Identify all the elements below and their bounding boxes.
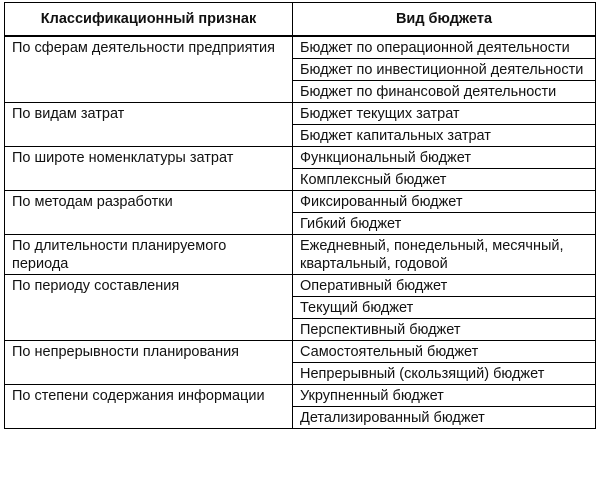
table-row: [5, 191, 596, 213]
budget-type-cell: Непрерывный (скользящий) бюджет: [293, 363, 596, 385]
criterion-cell: По методам разработки: [5, 191, 293, 235]
criterion-cell: По степени содержания информации: [5, 385, 293, 429]
budget-classification-table: [4, 2, 596, 429]
header-criterion: Классификационный признак: [5, 3, 293, 37]
budget-type-cell: Бюджет по финансовой деятельности: [293, 81, 596, 103]
table-header-row: [5, 3, 596, 37]
budget-type-cell: Укрупненный бюджет: [293, 385, 596, 407]
criterion-cell: По длительности планируемого периода: [5, 235, 293, 275]
table-row: [5, 235, 596, 275]
header-budget-type: Вид бюджета: [293, 3, 596, 37]
budget-type-cell: Бюджет по инвестиционной деятельности: [293, 59, 596, 81]
table-row: [5, 385, 596, 407]
budget-type-cell: Оперативный бюджет: [293, 275, 596, 297]
budget-type-cell: Бюджет по операционной деятельности: [293, 36, 596, 59]
criterion-cell: По видам затрат: [5, 103, 293, 147]
table-row: [5, 147, 596, 169]
budget-type-cell: Текущий бюджет: [293, 297, 596, 319]
budget-type-cell: Бюджет капитальных затрат: [293, 125, 596, 147]
budget-type-cell: Детализированный бюджет: [293, 407, 596, 429]
budget-type-cell: Гибкий бюджет: [293, 213, 596, 235]
budget-type-cell: Комплексный бюджет: [293, 169, 596, 191]
budget-type-cell: Ежедневный, понедельный, месячный, квартальный, годовой: [293, 235, 596, 275]
budget-type-cell: Самостоятельный бюджет: [293, 341, 596, 363]
table-row: [5, 36, 596, 59]
table-row: [5, 103, 596, 125]
criterion-cell: По периоду составления: [5, 275, 293, 341]
budget-type-cell: Функциональный бюджет: [293, 147, 596, 169]
budget-type-cell: Фиксированный бюджет: [293, 191, 596, 213]
criterion-cell: По непрерывности планирования: [5, 341, 293, 385]
table-row: [5, 275, 596, 297]
table-row: [5, 341, 596, 363]
criterion-cell: По широте номенклатуры затрат: [5, 147, 293, 191]
criterion-cell: По сферам деятельности предприятия: [5, 36, 293, 103]
budget-type-cell: Бюджет текущих затрат: [293, 103, 596, 125]
budget-type-cell: Перспективный бюджет: [293, 319, 596, 341]
